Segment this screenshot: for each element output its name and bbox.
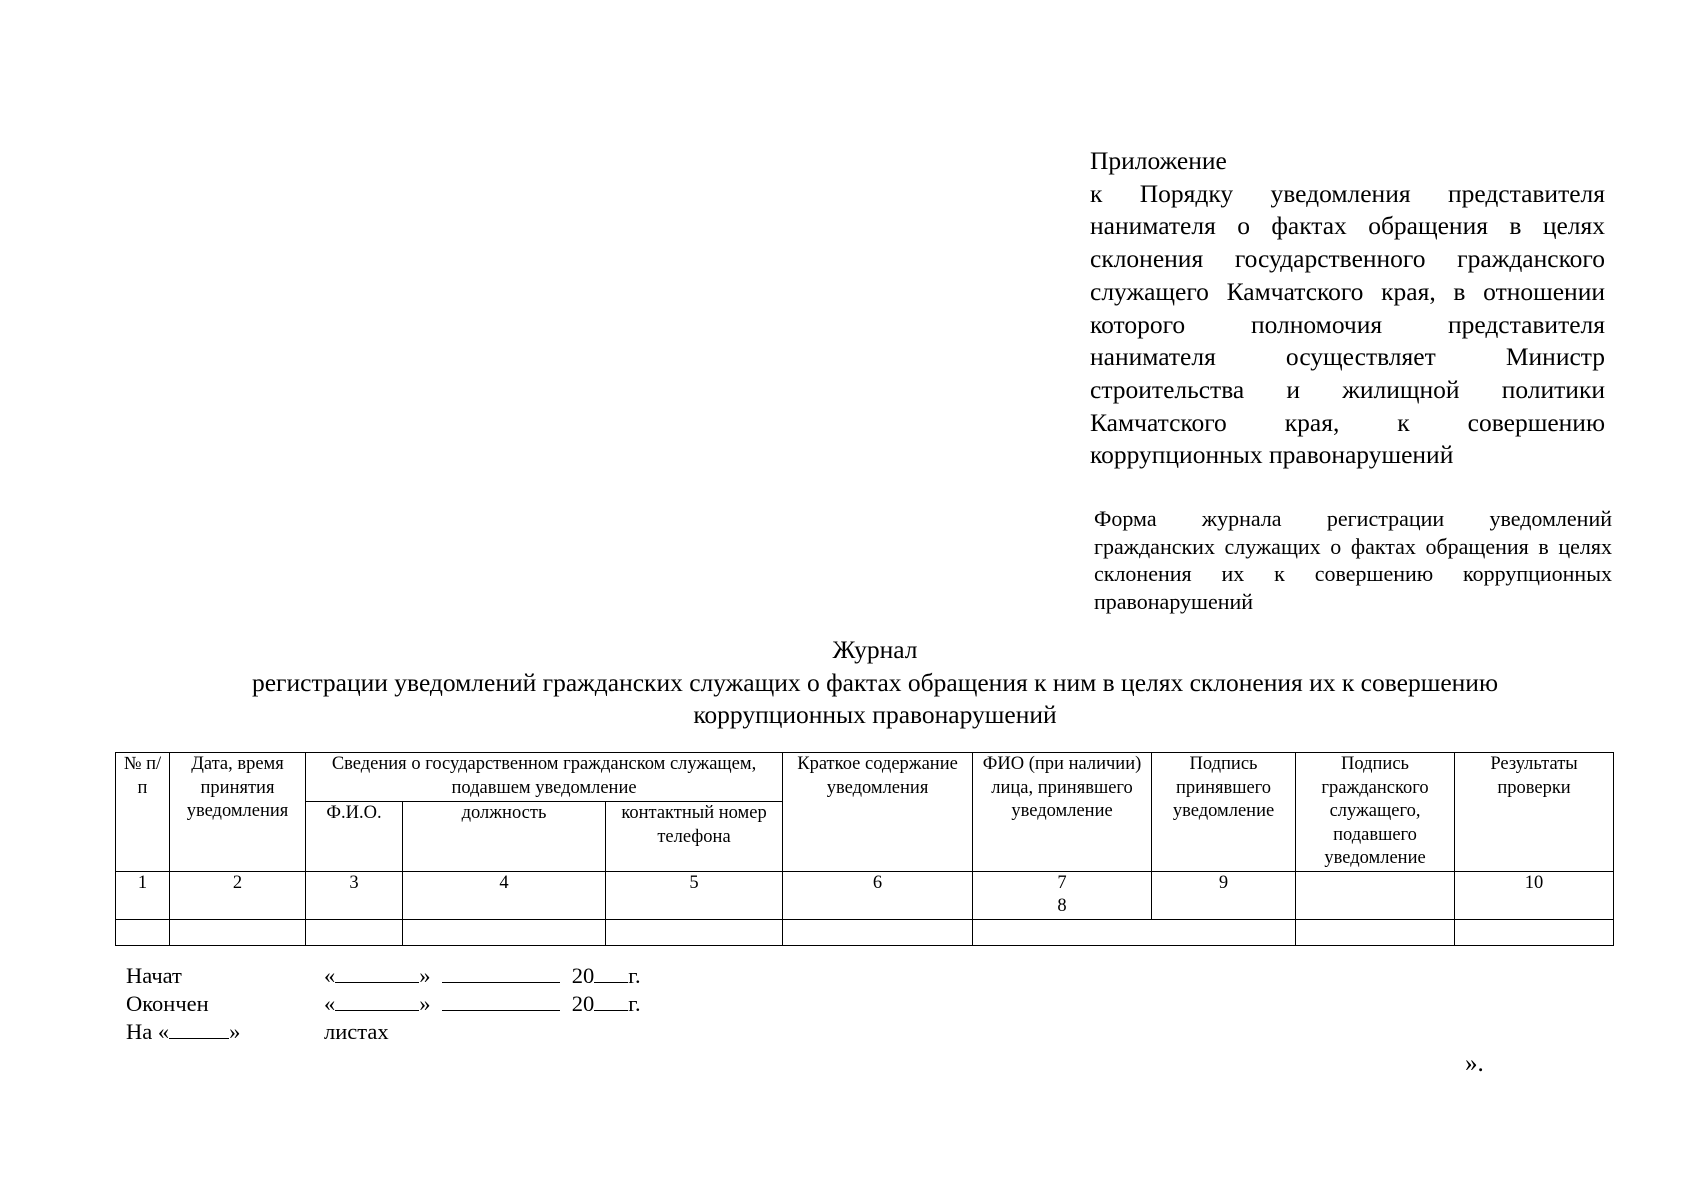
year-prefix: 20	[571, 963, 595, 988]
ended-date	[324, 990, 641, 1018]
form-note: Форма журнала регистрации уведомлений гражданских служащих о фактах обращения в целях склонения их к совершению коррупционных правонарушений	[1094, 506, 1612, 614]
header-servant-info: Сведения о государственном гражданском служащем, подавшем уведомление	[306, 753, 783, 802]
num-cell: 10	[1455, 871, 1614, 919]
sheets-count	[126, 1018, 240, 1046]
ended-label: Окончен	[126, 991, 209, 1016]
header-receiver: ФИО (при наличии) лица, принявшего уведомление	[973, 753, 1152, 872]
header-phone: контактный номер телефона	[606, 802, 783, 871]
header-summary: Краткое содержание уведомления	[783, 753, 973, 872]
num-cell: 1	[116, 871, 170, 919]
journal-table	[115, 752, 1614, 946]
journal-subtitle-line1: регистрации уведомлений гражданских служащих о фактах обращения к ним в целях склонения их к совершению	[251, 667, 1499, 697]
closing-mark: ».	[1465, 1050, 1484, 1077]
sheets-blank[interactable]	[169, 1018, 229, 1039]
year-blank[interactable]	[594, 962, 628, 983]
day-blank[interactable]	[335, 962, 419, 983]
header-results: Результаты проверки	[1455, 753, 1614, 872]
num-cell: 6	[783, 871, 973, 919]
appendix-body: к Порядку уведомления представителя нанимателя о фактах обращения в целях склонения государственного гражданского служащего Камчатского края, в отношении которого полномочия представителя нанимателя осуществляет Министр строительства и жилищной политики Камчатского края, к совершению коррупционных правонарушений	[1090, 178, 1605, 470]
empty-cell[interactable]	[606, 919, 783, 945]
num-cell-8: 8	[1057, 896, 1067, 916]
day-blank[interactable]	[335, 990, 419, 1011]
quote-open: «	[324, 991, 336, 1016]
empty-cell[interactable]	[973, 919, 1296, 945]
started-date	[324, 962, 641, 990]
empty-cell[interactable]	[1296, 919, 1455, 945]
quote-open: «	[324, 963, 336, 988]
appendix-title: Приложение	[1090, 146, 1227, 175]
year-blank[interactable]	[594, 990, 628, 1011]
month-blank[interactable]	[442, 962, 560, 983]
header-fio: Ф.И.О.	[306, 802, 403, 871]
year-suffix: г.	[628, 963, 641, 988]
quote-close: »	[419, 963, 431, 988]
sheets-suffix: »	[229, 1019, 241, 1044]
journal-subtitle-line2: коррупционных правонарушений	[693, 700, 1057, 730]
quote-close: »	[419, 991, 431, 1016]
header-date: Дата, время принятия уведомления	[170, 753, 306, 872]
journal-title: Журнал	[832, 635, 918, 664]
empty-cell[interactable]	[783, 919, 973, 945]
table-row-numbers	[116, 871, 1614, 919]
table-row-empty	[116, 919, 1614, 945]
num-cell: 9	[1152, 871, 1296, 919]
num-cell: 4	[403, 871, 606, 919]
num-cell: 5	[606, 871, 783, 919]
num-cell: 2	[170, 871, 306, 919]
year-suffix: г.	[628, 991, 641, 1016]
header-receiver-sign: Подпись принявшего уведомление	[1152, 753, 1296, 872]
year-prefix: 20	[571, 991, 595, 1016]
empty-cell[interactable]	[170, 919, 306, 945]
num-cell-7: 7	[1057, 872, 1067, 893]
sheets-label: листах	[324, 1019, 389, 1044]
journal-heading	[140, 634, 1610, 732]
sheets-prefix: На «	[126, 1019, 170, 1044]
header-servant-sign: Подпись гражданского служащего, подавшего уведомление	[1296, 753, 1455, 872]
header-num: № п/п	[116, 753, 170, 872]
num-cell	[1296, 871, 1455, 919]
num-cell: 3	[306, 871, 403, 919]
started-label: Начат	[126, 963, 182, 988]
empty-cell[interactable]	[306, 919, 403, 945]
appendix-block	[1090, 145, 1605, 472]
empty-cell[interactable]	[1455, 919, 1614, 945]
num-cell-receiver	[973, 871, 1152, 919]
month-blank[interactable]	[442, 990, 560, 1011]
empty-cell[interactable]	[116, 919, 170, 945]
header-position: должность	[403, 802, 606, 871]
empty-cell[interactable]	[403, 919, 606, 945]
